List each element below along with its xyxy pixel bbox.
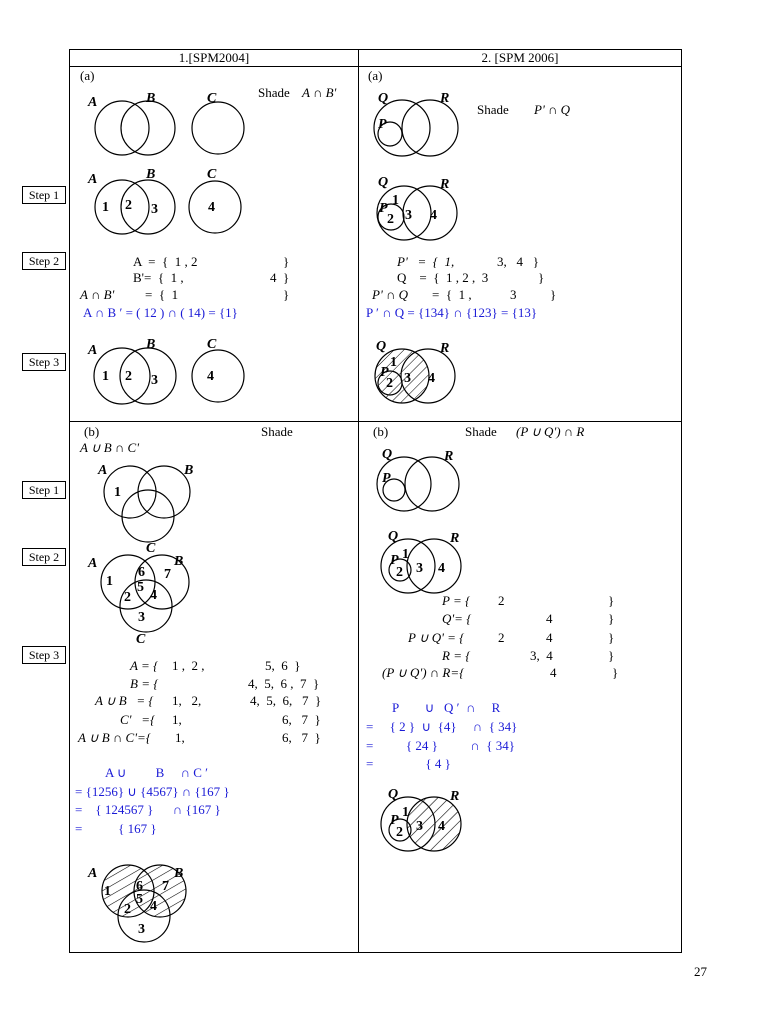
label-c: C (207, 91, 217, 106)
svg-text:P: P (379, 201, 388, 216)
svg-text:5: 5 (137, 580, 144, 595)
left-a-venn-step1 (80, 165, 260, 235)
left-b-set-b: B = { (130, 676, 159, 691)
right-b-venn-step1 (370, 448, 480, 518)
label-b: B (146, 167, 156, 182)
right-b-blue-line1: P ∪ Q ′ ∩ R (392, 700, 501, 715)
right-a-venn-step3 (366, 338, 476, 413)
svg-text:Q: Q (388, 787, 399, 802)
right-a-blue-solution: P ′ ∩ Q = {134} ∩ {123} = {13} (366, 305, 538, 320)
svg-text:1: 1 (102, 369, 109, 384)
svg-text:R: R (440, 91, 450, 106)
left-b-set-a: A = { (130, 658, 159, 673)
column-divider (358, 49, 359, 953)
svg-text:A: A (88, 866, 98, 881)
svg-text:Q: Q (376, 339, 387, 354)
left-b-blue-line2: = {1256} ∪ {4567} ∩ {167 } (75, 784, 230, 799)
right-b-part-label: (b) (373, 424, 389, 439)
svg-text:2: 2 (124, 902, 131, 917)
svg-text:B: B (184, 463, 194, 478)
svg-text:C: C (207, 337, 217, 352)
left-a-shade-label: Shade (258, 85, 290, 100)
svg-text:2: 2 (125, 369, 132, 384)
step-1-label-a: Step 1 (22, 186, 66, 204)
svg-text:1: 1 (390, 355, 397, 370)
right-b-set-r: R = { (442, 648, 471, 663)
step-2-label-b: Step 2 (22, 548, 66, 566)
svg-text:7: 7 (164, 567, 171, 582)
svg-text:Q: Q (378, 91, 389, 106)
left-b-set-result: A ∪ B ∩ C'={ (78, 730, 151, 745)
circle-c (192, 102, 244, 154)
svg-text:7: 7 (162, 879, 169, 894)
right-b-shade-label: Shade (465, 424, 497, 439)
left-b-set-aub: A ∪ B = { (95, 693, 154, 708)
step-3-label-b: Step 3 (22, 646, 66, 664)
right-b-set-result: (P ∪ Q') ∩ R={ (382, 665, 465, 680)
svg-text:Q: Q (382, 447, 393, 462)
svg-text:3: 3 (404, 371, 411, 386)
svg-text:R: R (440, 341, 450, 356)
svg-text:1: 1 (402, 805, 409, 820)
label-a: A (88, 172, 98, 187)
right-b-venn-step3 (370, 786, 480, 856)
step-1-label-b: Step 1 (22, 481, 66, 499)
left-b-venn-step1 (90, 460, 210, 555)
circle-a (95, 101, 149, 155)
right-b-set-puq: P ∪ Q' = { (408, 630, 465, 645)
svg-text:2: 2 (396, 565, 403, 580)
svg-text:3: 3 (138, 922, 145, 937)
left-a-step2-line3-end: } (283, 287, 290, 302)
svg-text:C: C (146, 541, 156, 556)
left-b-blue-line4: = { 167 } (75, 821, 157, 836)
left-a-step2-line1-end: } (283, 254, 290, 269)
right-a-shade-expr: P' ∩ Q (534, 102, 570, 117)
left-b-shade-label: Shade (261, 424, 293, 439)
right-b-set-p: P = { (442, 593, 471, 608)
right-a-step2-line3: = { 1 , (432, 287, 472, 302)
left-a-venn-step3 (80, 338, 260, 408)
svg-text:1: 1 (114, 485, 121, 500)
svg-text:4: 4 (150, 899, 157, 914)
svg-text:3: 3 (416, 561, 423, 576)
svg-text:1: 1 (106, 574, 113, 589)
svg-text:R: R (450, 789, 460, 804)
right-b-set-q-prime: Q'= { (442, 611, 472, 626)
left-a-step2-line3: = { 1 (145, 287, 179, 302)
svg-text:2: 2 (386, 376, 393, 391)
region-4: 4 (208, 200, 215, 215)
svg-text:B: B (174, 554, 184, 569)
svg-text:P: P (390, 813, 399, 828)
right-a-step2-line3-lhs: P' ∩ Q (372, 287, 408, 302)
left-b-set-c-prime: C' ={ (120, 712, 156, 727)
right-a-venn-given (366, 90, 476, 160)
left-a-step2-line1: A = { 1 , 2 (133, 254, 198, 269)
right-a-shade-label: Shade (477, 102, 509, 117)
circle-b (121, 101, 175, 155)
right-a-step2-line2-end: } (538, 270, 545, 285)
left-b-blue-line1: A ∪ B ∩ C ′ (105, 765, 209, 780)
right-a-part-label: (a) (368, 68, 383, 83)
region-3: 3 (151, 202, 158, 217)
svg-text:3: 3 (138, 610, 145, 625)
right-b-blue-line3: = { 24 } ∩ { 34} (366, 738, 515, 753)
svg-text:2: 2 (124, 590, 131, 605)
svg-text:Q: Q (378, 175, 389, 190)
right-a-step2-line3-c: 3 (510, 287, 517, 302)
svg-text:R: R (444, 449, 454, 464)
left-a-blue-solution: A ∩ B ′ = ( 12 ) ∩ ( 14) = {1} (83, 305, 238, 320)
right-a-step2-line2: Q = { 1 , 2 , 3 (397, 270, 489, 285)
step-2-label-a: Step 2 (22, 252, 66, 270)
left-b-venn-step3 (86, 863, 206, 948)
step-3-label-a: Step 3 (22, 353, 66, 371)
right-b-venn-step2 (370, 528, 480, 598)
svg-text:A: A (98, 463, 108, 478)
svg-text:A: A (88, 343, 98, 358)
svg-text:4: 4 (438, 561, 445, 576)
right-b-shade-expr: (P ∪ Q') ∩ R (516, 424, 585, 439)
header-right: 2. [SPM 2006] (481, 50, 559, 65)
svg-text:P: P (390, 553, 399, 568)
svg-text:1: 1 (104, 884, 111, 899)
left-b-shade-expr: A ∪ B ∩ C' (80, 440, 140, 455)
left-a-shade-expr: A ∩ B' (302, 85, 337, 100)
left-b-part-label: (b) (84, 424, 100, 439)
svg-text:P: P (382, 471, 391, 486)
svg-text:R: R (440, 177, 450, 192)
svg-text:1: 1 (392, 193, 399, 208)
label-b: B (146, 91, 156, 106)
svg-text:1: 1 (402, 547, 409, 562)
left-a-part-label: (a) (80, 68, 95, 83)
svg-text:5: 5 (136, 892, 143, 907)
svg-text:A: A (88, 556, 98, 571)
svg-text:P: P (378, 117, 387, 132)
svg-text:B: B (146, 337, 156, 352)
svg-text:P: P (380, 365, 389, 380)
svg-text:C: C (136, 632, 146, 647)
svg-text:2: 2 (396, 825, 403, 840)
svg-text:3: 3 (405, 208, 412, 223)
svg-text:3: 3 (151, 373, 158, 388)
svg-text:6: 6 (136, 879, 143, 894)
page-number: 27 (694, 964, 707, 979)
label-a: A (88, 95, 98, 110)
svg-text:4: 4 (438, 819, 445, 834)
svg-text:4: 4 (430, 208, 437, 223)
left-a-step2-line2: B'= { 1 , (133, 270, 184, 285)
svg-text:6: 6 (138, 565, 145, 580)
left-b-blue-line3: = { 124567 } ∩ {167 } (75, 802, 221, 817)
region-1: 1 (102, 200, 109, 215)
left-a-step2-line2-end: 4 } (270, 270, 290, 285)
svg-text:4: 4 (150, 588, 157, 603)
svg-text:Q: Q (388, 529, 399, 544)
left-a-venn-given (80, 90, 260, 160)
right-b-blue-line2: = { 2 } ∪ {4} ∩ { 34} (366, 719, 518, 734)
region-2: 2 (125, 198, 132, 213)
svg-text:4: 4 (428, 371, 435, 386)
row-divider (69, 421, 682, 422)
svg-text:3: 3 (416, 819, 423, 834)
svg-text:B: B (174, 866, 184, 881)
right-a-step2-line1-end: 3, 4 } (497, 254, 539, 269)
right-b-blue-line4: = { 4 } (366, 756, 451, 771)
svg-text:4: 4 (207, 369, 214, 384)
svg-text:R: R (450, 531, 460, 546)
right-a-step2-line3-end: } (550, 287, 557, 302)
header-divider (69, 66, 682, 67)
header-left: 1.[SPM2004] (178, 50, 250, 65)
left-a-step2-line3-lhs: A ∩ B' (80, 287, 115, 302)
right-a-step2-line1: P' = { 1, (397, 254, 455, 269)
svg-text:2: 2 (387, 212, 394, 227)
left-b-venn-step2 (88, 553, 208, 648)
right-a-venn-step1 (366, 172, 476, 247)
label-c: C (207, 167, 217, 182)
